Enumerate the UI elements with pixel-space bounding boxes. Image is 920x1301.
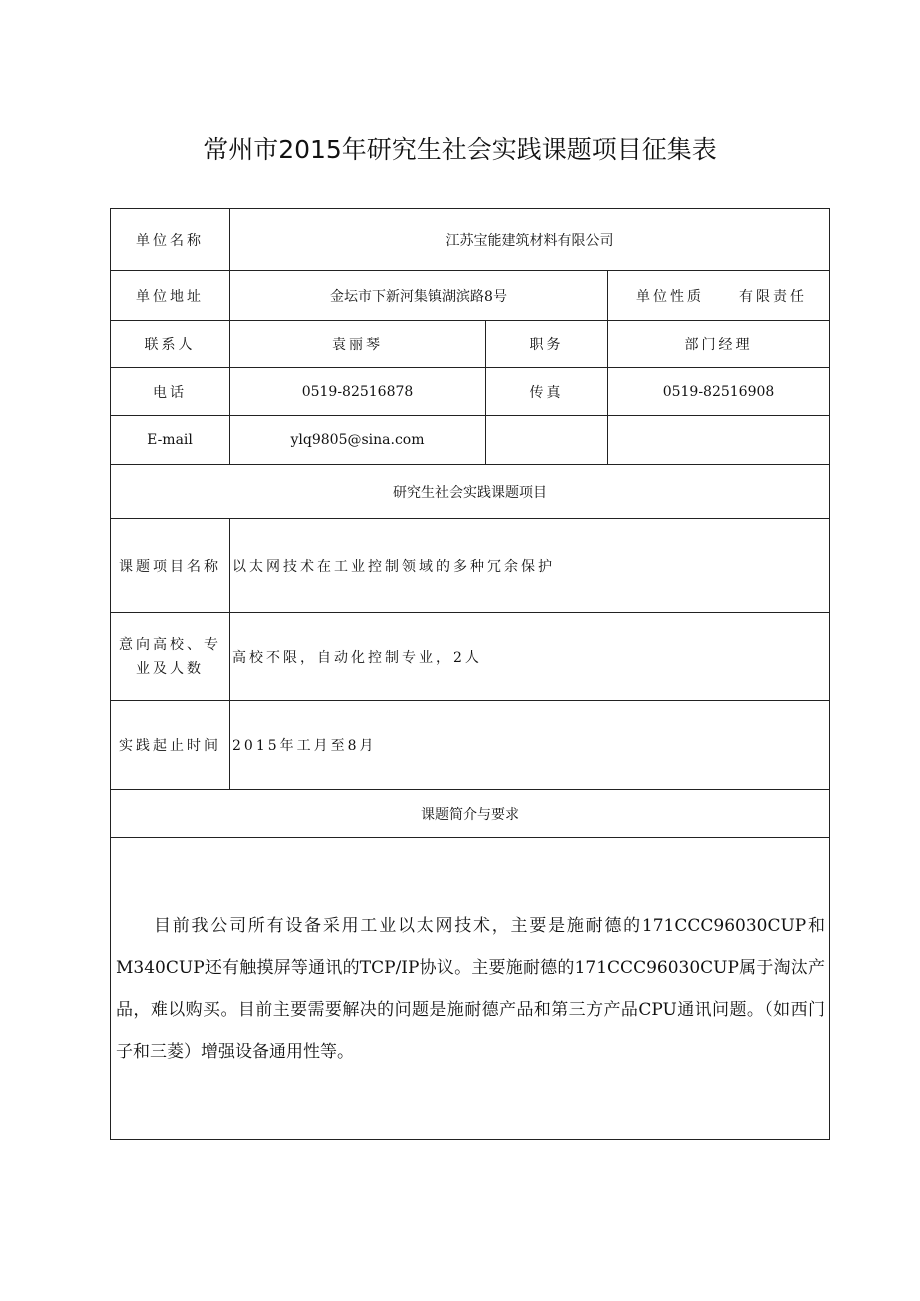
project-name-label: 课题项目名称	[111, 519, 230, 613]
period-value: 2015年工月至8月	[230, 701, 830, 790]
email-value: ylq9805@sina.com	[230, 416, 486, 465]
empty-cell	[608, 416, 830, 465]
unit-address-label: 单位地址	[111, 271, 230, 321]
fax-label: 传真	[486, 368, 608, 416]
unit-name-label: 单位名称	[111, 209, 230, 271]
row-target	[111, 613, 830, 701]
collection-form-table	[110, 208, 830, 1140]
project-name-value: 以太网技术在工业控制领域的多种冗余保护	[230, 519, 830, 613]
row-unit-address	[111, 271, 830, 321]
target-label: 意向高校、专业及人数	[111, 613, 230, 701]
target-value: 高校不限，自动化控制专业，2人	[230, 613, 830, 701]
period-label: 实践起止时间	[111, 701, 230, 790]
project-section-heading: 研究生社会实践课题项目	[111, 465, 830, 519]
fax-value: 0519-82516908	[608, 368, 830, 416]
contact-person-value: 袁丽琴	[230, 321, 486, 368]
row-phone	[111, 368, 830, 416]
phone-value: 0519-82516878	[230, 368, 486, 416]
position-value: 部门经理	[608, 321, 830, 368]
page-title: 常州市2015年研究生社会实践课题项目征集表	[203, 135, 717, 164]
brief-paragraph: 目前我公司所有设备采用工业以太网技术，主要是施耐德的171CCC96030CUP和M340CUP还有触摸屏等通讯的TCP/IP协议。主要施耐德的171CCC96030CUP属于淘汰产品，难以购买。目前主要需要解决的问题是施耐德产品和第三方产品CPU通讯问题。（如西门子和三菱）增强设备通用性等。	[116, 915, 826, 1062]
row-project-heading	[111, 465, 830, 519]
row-email	[111, 416, 830, 465]
unit-nature-cell	[608, 271, 830, 321]
empty-cell	[486, 416, 608, 465]
unit-address-value: 金坛市下新河集镇湖滨路8号	[230, 271, 608, 321]
row-unit-name	[111, 209, 830, 271]
row-brief-text	[111, 838, 830, 1140]
position-label: 职务	[486, 321, 608, 368]
unit-name-value: 江苏宝能建筑材料有限公司	[230, 209, 830, 271]
phone-label: 电话	[111, 368, 230, 416]
row-contact-person	[111, 321, 830, 368]
brief-section-heading: 课题简介与要求	[111, 790, 830, 838]
unit-nature-value: 有限责任	[739, 288, 808, 305]
email-label: E-mail	[111, 416, 230, 465]
row-project-name	[111, 519, 830, 613]
unit-nature-label: 单位性质	[636, 288, 704, 305]
row-brief-heading	[111, 790, 830, 838]
brief-cell	[111, 838, 830, 1140]
contact-person-label: 联系人	[111, 321, 230, 368]
row-period	[111, 701, 830, 790]
